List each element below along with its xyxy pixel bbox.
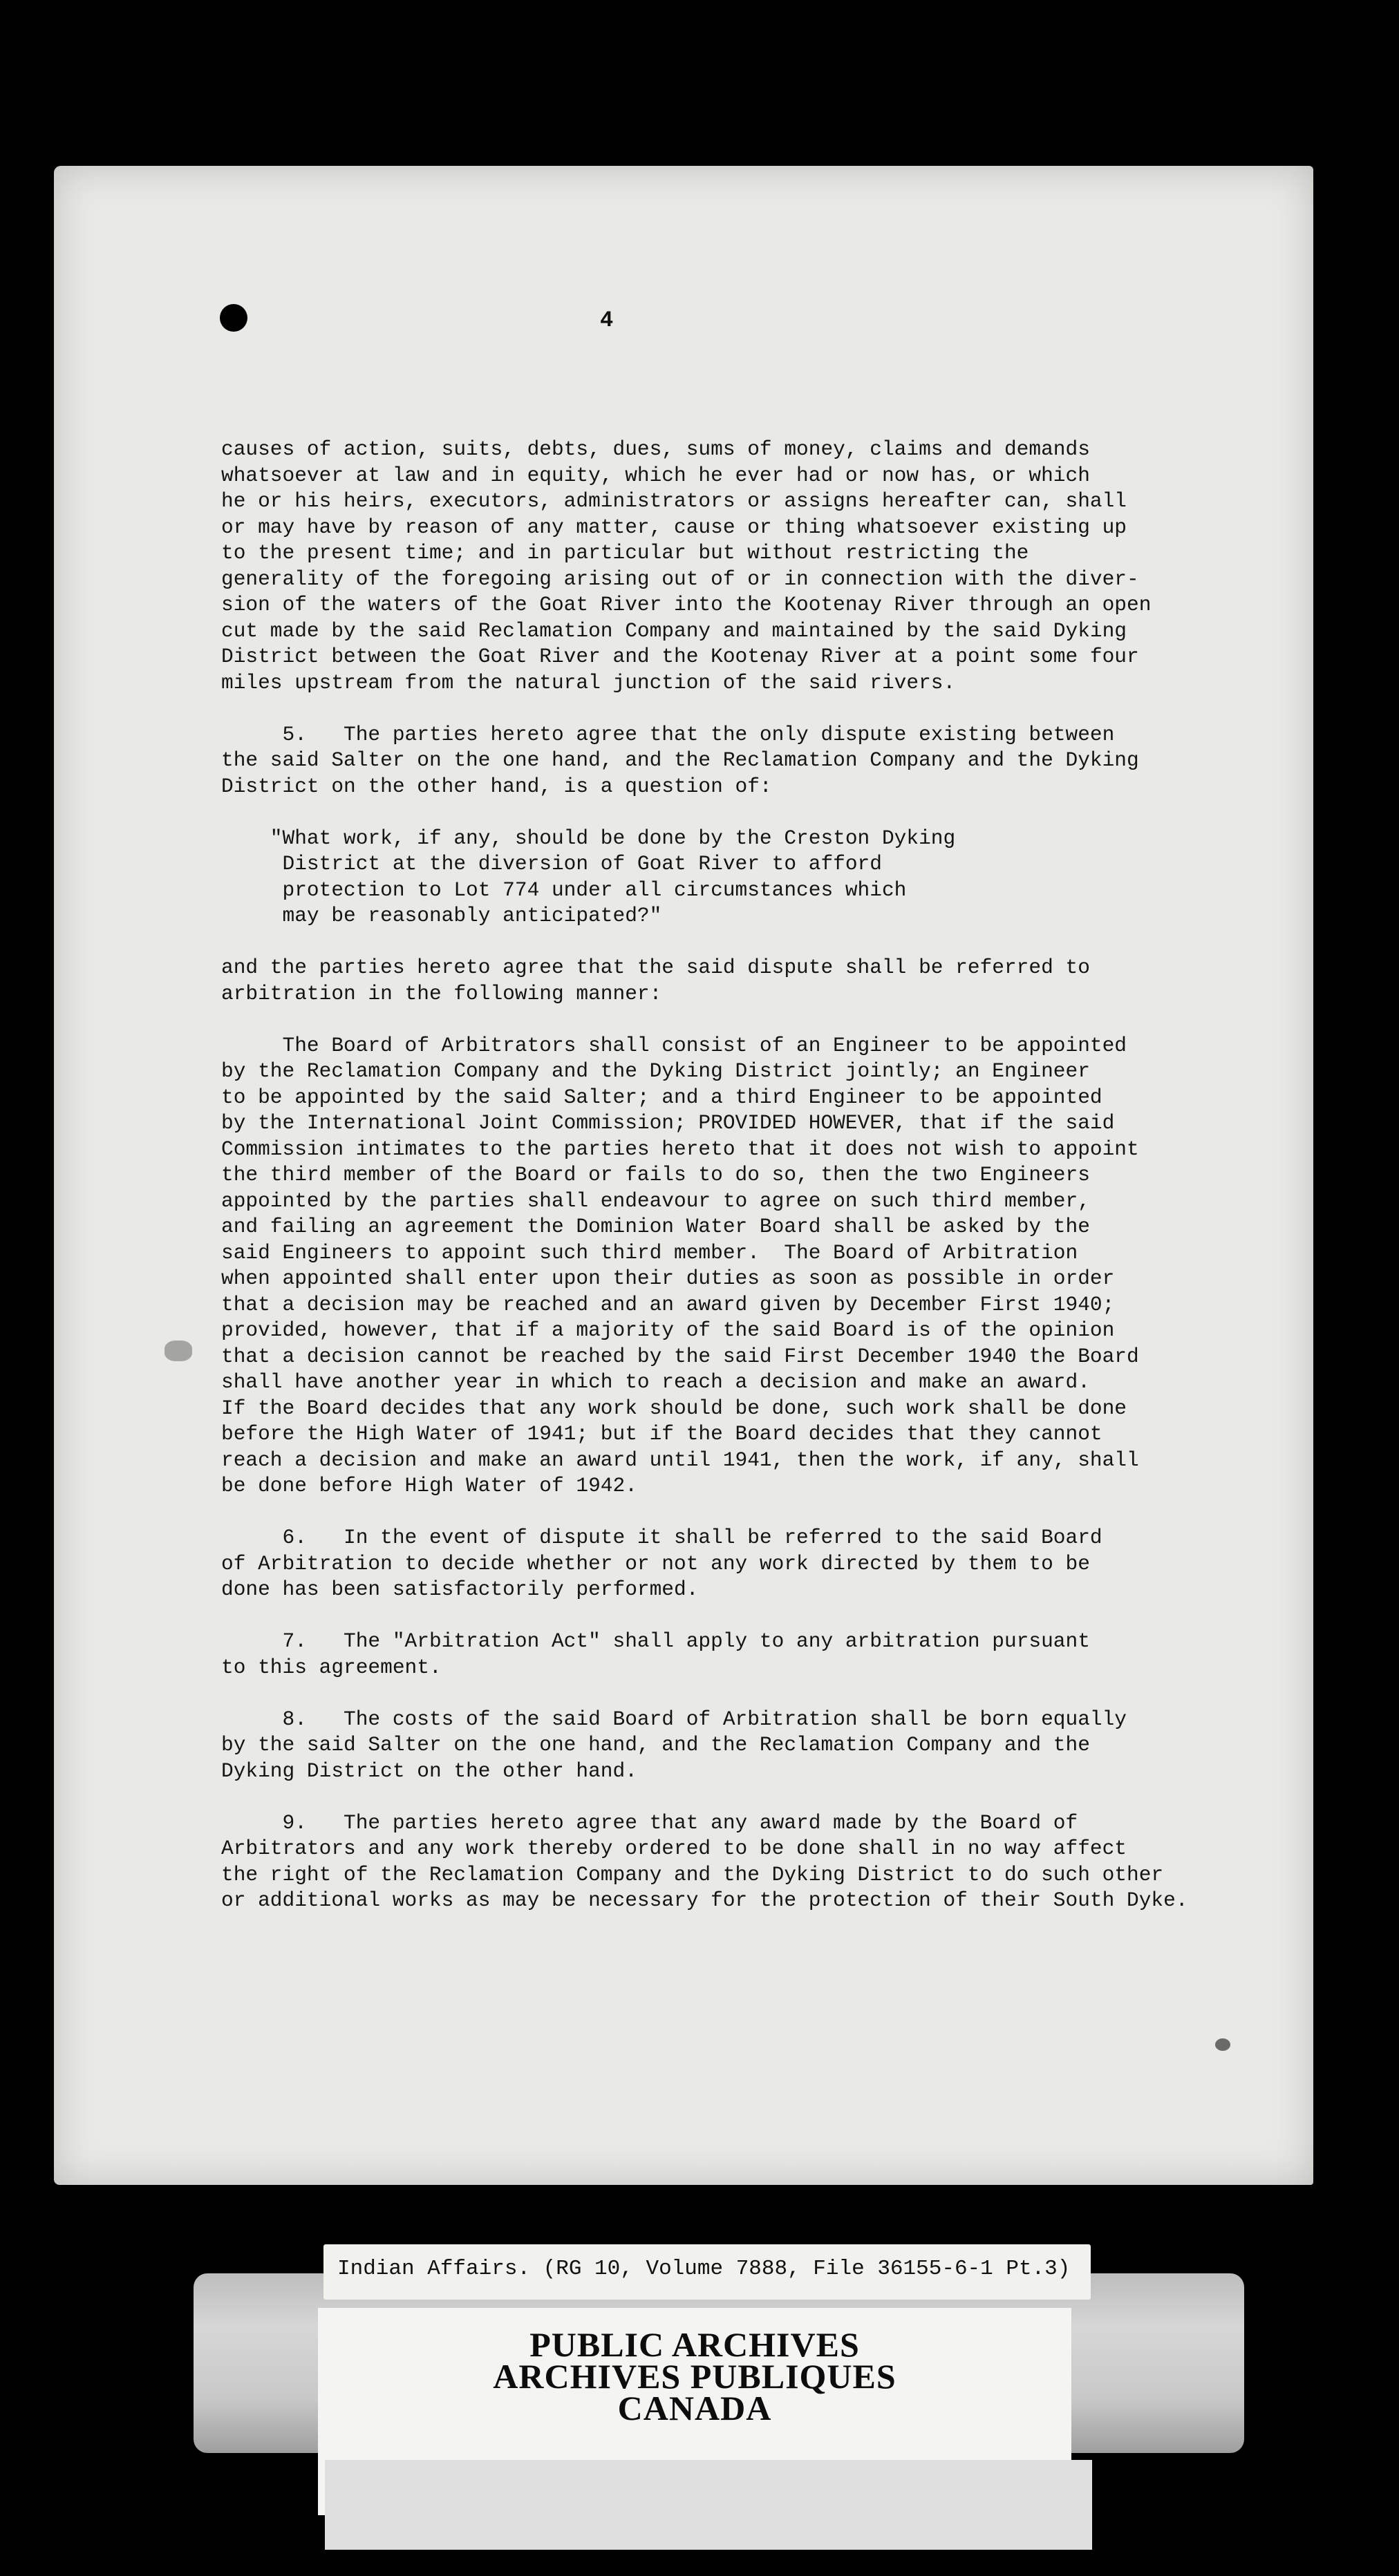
archive-stamp-base	[325, 2460, 1092, 2550]
punch-hole	[220, 304, 247, 332]
body-line: 7. The "Arbitration Act" shall apply to any arbitration pursuant	[221, 1629, 1090, 1653]
body-line: by the said Salter on the one hand, and the Reclamation Company and the	[221, 1733, 1090, 1756]
body-line: or additional works as may be necessary for the protection of their South Dyke.	[221, 1888, 1188, 1912]
smudge-mark	[165, 1341, 192, 1361]
body-line: cut made by the said Reclamation Company and maintained by the said Dyking	[221, 618, 1127, 643]
body-line	[221, 1499, 1299, 1526]
body-line: District between the Goat River and the Kootenay River at a point some four	[221, 645, 1139, 668]
body-line	[221, 929, 1299, 956]
body-line: arbitration in the following manner:	[221, 981, 662, 1005]
body-line	[221, 1603, 1299, 1629]
body-line: when appointed shall enter upon their duties as soon as possible in order	[221, 1267, 1115, 1290]
body-line: to this agreement.	[221, 1655, 442, 1679]
body-line: of Arbitration to decide whether or not any work directed by them to be	[221, 1551, 1090, 1575]
body-line: may be reasonably anticipated?"	[221, 904, 662, 927]
body-line: the said Salter on the one hand, and the Reclamation Company and the Dyking	[221, 748, 1139, 772]
body-line: miles upstream from the natural junction of the said rivers.	[221, 670, 956, 694]
reference-label	[323, 2244, 1091, 2300]
speck-mark	[1215, 2038, 1230, 2051]
body-line: by the Reclamation Company and the Dyking District jointly; an Engineer	[221, 1059, 1090, 1083]
body-line: he or his heirs, executors, administrators or assigns hereafter can, shall	[221, 489, 1127, 513]
archive-stamp-line-english: PUBLIC ARCHIVES	[529, 2325, 860, 2364]
body-line: the third member of the Board or fails to do so, then the two Engineers	[221, 1163, 1090, 1186]
archive-stamp	[318, 2325, 1071, 2427]
body-line: If the Board decides that any work should be done, such work shall be done	[221, 1396, 1127, 1420]
body-line: 6. In the event of dispute it shall be referred to the said Board	[221, 1526, 1102, 1549]
body-line: 8. The costs of the said Board of Arbitration shall be born equally	[221, 1707, 1127, 1731]
body-line	[221, 1784, 1299, 1810]
body-line: and failing an agreement the Dominion Water Board shall be asked by the	[221, 1215, 1090, 1238]
body-line: The Board of Arbitrators shall consist of an Engineer to be appointed	[221, 1033, 1127, 1057]
body-line: Arbitrators and any work thereby ordered to be done shall in no way affect	[221, 1837, 1127, 1860]
body-line: or may have by reason of any matter, cause or thing whatsoever existing up	[221, 515, 1127, 539]
body-line: 5. The parties hereto agree that the only dispute existing between	[221, 722, 1115, 746]
body-line: be done before High Water of 1942.	[221, 1474, 637, 1497]
body-line: Commission intimates to the parties hereto that it does not wish to appoint	[221, 1137, 1139, 1161]
reference-label-text: Indian Affairs. (RG 10, Volume 7888, File 36155-6-1 Pt.3)	[337, 2257, 1071, 2281]
body-line: and the parties hereto agree that the said dispute shall be referred to	[221, 956, 1090, 979]
body-line: provided, however, that if a majority of the said Board is of the opinion	[221, 1318, 1115, 1342]
document-body-text	[221, 437, 1299, 1914]
body-line: shall have another year in which to reach a decision and make an award.	[221, 1370, 1090, 1394]
page-number: 4	[600, 307, 614, 333]
archive-stamp-line-french: ARCHIVES PUBLIQUES	[493, 2357, 896, 2396]
body-line: whatsoever at law and in equity, which he ever had or now has, or which	[221, 463, 1090, 487]
body-line: reach a decision and make an award until 1941, then the work, if any, shall	[221, 1448, 1139, 1472]
body-line: before the High Water of 1941; but if the Board decides that they cannot	[221, 1422, 1102, 1446]
body-line: to the present time; and in particular but without restricting the	[221, 541, 1029, 565]
body-line: sion of the waters of the Goat River into the Kootenay River through an open	[221, 593, 1152, 616]
body-line	[221, 1007, 1299, 1033]
body-line: to be appointed by the said Salter; and a third Engineer to be appointed	[221, 1085, 1102, 1109]
body-line: the right of the Reclamation Company and the Dyking District to do such other	[221, 1862, 1164, 1886]
body-line: causes of action, suits, debts, dues, sums of money, claims and demands	[221, 437, 1090, 461]
body-line: that a decision cannot be reached by the said First December 1940 the Board	[221, 1344, 1139, 1368]
body-line	[221, 696, 1299, 722]
body-line: by the International Joint Commission; PROVIDED HOWEVER, that if the said	[221, 1111, 1115, 1135]
archive-stamp-line-country: CANADA	[617, 2389, 772, 2427]
body-line: District on the other hand, is a question of:	[221, 774, 772, 798]
body-line	[221, 799, 1299, 826]
body-line: "What work, if any, should be done by the Creston Dyking	[221, 826, 956, 850]
body-line: generality of the foregoing arising out of or in connection with the diver-	[221, 567, 1139, 591]
body-line: District at the diversion of Goat River to afford	[221, 852, 882, 875]
body-line: that a decision may be reached and an award given by December First 1940;	[221, 1292, 1115, 1316]
body-line: done has been satisfactorily performed.	[221, 1578, 699, 1601]
body-line: appointed by the parties shall endeavour to agree on such third member,	[221, 1188, 1090, 1213]
body-line: Dyking District on the other hand.	[221, 1759, 637, 1783]
body-line: said Engineers to appoint such third member. The Board of Arbitration	[221, 1240, 1078, 1265]
body-line: 9. The parties hereto agree that any award made by the Board of	[221, 1810, 1078, 1835]
body-line	[221, 1680, 1299, 1707]
body-line: protection to Lot 774 under all circumstances which	[221, 878, 907, 902]
